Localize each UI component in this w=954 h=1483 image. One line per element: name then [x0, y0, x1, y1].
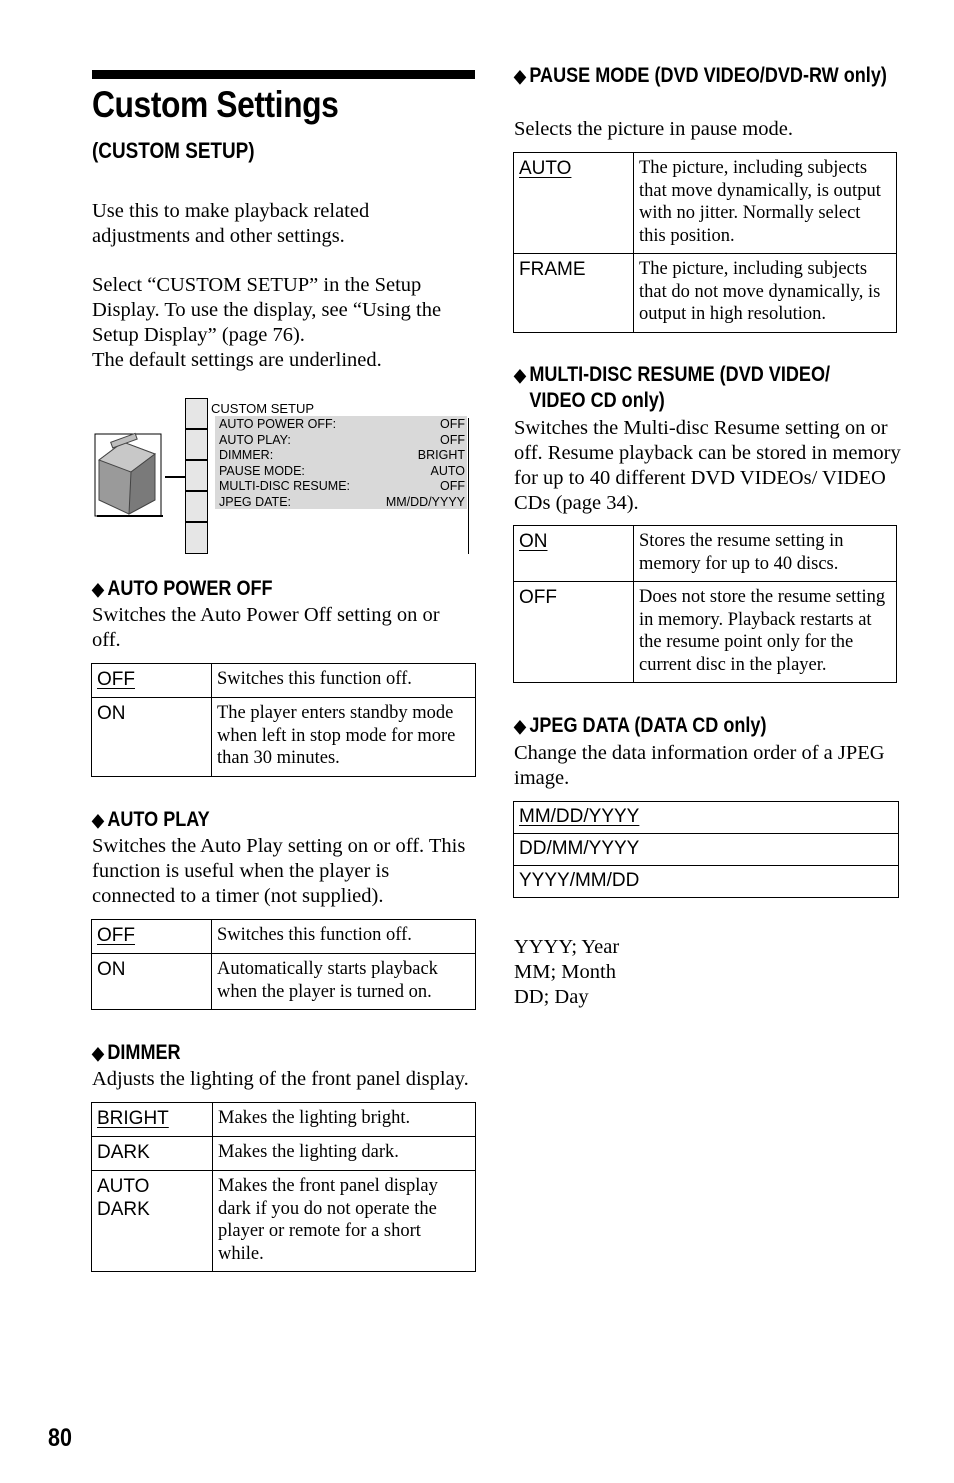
setup-row-auto-play[interactable] [219, 432, 465, 448]
option-key-text: MM/DD/YYYY [519, 806, 640, 827]
option-key-text: OFF [97, 925, 135, 946]
option-key: ON [92, 698, 212, 777]
option-row [514, 582, 897, 683]
option-row [92, 1171, 476, 1272]
setup-display-screen [185, 398, 469, 554]
diamond-bullet-icon: ◆ [514, 716, 526, 736]
screen-title: CUSTOM SETUP [211, 401, 315, 416]
option-desc: Automatically starts playback when the player is turned on. [212, 954, 476, 1010]
option-row [514, 526, 897, 582]
section-heading-dimmer [92, 1040, 181, 1066]
option-row [514, 802, 899, 834]
section-heading-multi-disc-resume [514, 362, 873, 414]
option-row [92, 954, 476, 1010]
section-heading-auto-play [92, 807, 210, 833]
section-desc-multi-disc-resume: Switches the Multi-disc Resume setting on or off. Resume playback can be stored in memory for up to 40 different DVD VIDEOs/ VIDEO CDs (page 34). [514, 417, 901, 514]
section-desc-auto-power-off: Switches the Auto Power Off setting on or off. [92, 604, 440, 651]
setup-row-dimmer[interactable] [219, 447, 465, 463]
options-table-multi-disc-resume [513, 525, 897, 683]
option-desc: Stores the resume setting in memory for up to 40 discs. [634, 526, 897, 582]
option-row [514, 153, 897, 254]
date-legend-year: YYYY; Year [514, 936, 620, 958]
setup-row-label: AUTO POWER OFF: [219, 417, 337, 431]
page-subtitle: (CUSTOM SETUP) [92, 138, 255, 163]
option-desc: Makes the lighting bright. [213, 1103, 476, 1137]
option-key [514, 802, 899, 834]
diamond-bullet-icon: ◆ [92, 579, 104, 599]
setup-row-jpeg-date[interactable] [219, 494, 465, 510]
diamond-bullet-icon: ◆ [92, 1043, 104, 1063]
section-desc-jpeg-data: Change the data information order of a JPEG image. [514, 742, 885, 789]
setup-items-panel [215, 416, 467, 509]
diamond-bullet-icon: ◆ [92, 810, 104, 830]
option-desc: Makes the front panel display dark if you do not operate the player or remote for a short while. [213, 1171, 476, 1272]
section-desc-pause-mode: Selects the picture in pause mode. [514, 118, 793, 140]
setup-tabs [185, 398, 208, 554]
option-desc: The player enters standby mode when left in stop mode for more than 30 minutes. [212, 698, 476, 777]
intro-paragraph-1: Use this to make playback related adjustments and other settings. [92, 200, 370, 247]
option-key: DARK [92, 1137, 213, 1171]
option-row [92, 1103, 476, 1137]
section-heading-text: PAUSE MODE (DVD VIDEO/DVD-RW only) [529, 64, 887, 87]
option-row [92, 1137, 476, 1171]
setup-row-value: AUTO [430, 463, 465, 478]
option-key: FRAME [514, 254, 634, 333]
option-key-text: AUTO [519, 158, 572, 179]
option-row [92, 698, 476, 777]
custom-setup-toolbox-icon [93, 430, 165, 518]
setup-row-label: AUTO PLAY: [219, 432, 291, 447]
diamond-bullet-icon: ◆ [514, 66, 526, 86]
options-table-auto-power-off [91, 663, 476, 777]
diamond-bullet-icon: ◆ [514, 365, 526, 385]
date-legend-day: DD; Day [514, 986, 589, 1008]
option-desc: Switches this function off. [212, 664, 476, 698]
options-table-jpeg-data [513, 801, 899, 898]
page-title: Custom Settings [92, 84, 339, 125]
setup-row-value: MM/DD/YYYY [385, 494, 465, 509]
option-row [514, 834, 899, 866]
screen-border [468, 418, 469, 554]
setup-tab[interactable] [186, 429, 208, 460]
option-row [514, 866, 899, 898]
setup-row-value: OFF [440, 479, 465, 493]
setup-tab[interactable] [186, 460, 208, 491]
option-key [514, 526, 634, 582]
section-heading-pause-mode [514, 63, 908, 89]
setup-tab[interactable] [186, 522, 208, 554]
setup-row-pause-mode[interactable] [219, 463, 465, 479]
setup-tab[interactable] [186, 398, 208, 429]
option-desc: Makes the lighting dark. [213, 1137, 476, 1171]
options-table-dimmer [91, 1102, 476, 1272]
section-heading-text: JPEG DATA (DATA CD only) [529, 714, 767, 737]
section-desc-auto-play: Switches the Auto Play setting on or off. This function is useful when the player is connected to a timer (not supplied). [92, 835, 466, 907]
option-key-text: AUTO DARK [97, 1176, 150, 1220]
option-key-text: BRIGHT [97, 1108, 169, 1129]
setup-row-value: OFF [440, 417, 465, 431]
option-desc: The picture, including subjects that move dynamically, is output with no jitter. Normally select this position. [634, 153, 897, 254]
setup-row-label: MULTI-DISC RESUME: [219, 479, 351, 493]
setup-row-auto-power-off[interactable] [219, 416, 465, 432]
setup-tab[interactable] [186, 491, 208, 522]
option-key [92, 1171, 213, 1272]
option-key: YYYY/MM/DD [514, 866, 899, 898]
option-key: ON [92, 954, 212, 1010]
option-key-text: OFF [97, 669, 135, 690]
setup-row-label: PAUSE MODE: [219, 463, 305, 478]
option-row [92, 920, 476, 954]
options-table-pause-mode [513, 152, 897, 333]
section-heading-text: AUTO PLAY [107, 808, 210, 831]
option-desc: Switches this function off. [212, 920, 476, 954]
setup-row-label: JPEG DATE: [219, 494, 292, 509]
option-key [92, 920, 212, 954]
setup-row-value: BRIGHT [417, 448, 465, 462]
section-heading-auto-power-off [92, 576, 273, 602]
intro-paragraph-3: The default settings are underlined. [92, 349, 382, 371]
setup-row-label: DIMMER: [219, 448, 274, 462]
option-key: OFF [514, 582, 634, 683]
section-heading-text: DIMMER [107, 1041, 181, 1064]
option-desc: The picture, including subjects that do not move dynamically, is output in high resolution. [634, 254, 897, 333]
option-key: DD/MM/YYYY [514, 834, 899, 866]
option-key [514, 153, 634, 254]
section-heading-jpeg-data [514, 713, 766, 739]
section-heading-text: AUTO POWER OFF [107, 577, 273, 600]
title-rule [92, 70, 475, 79]
option-desc: Does not store the resume setting in memory. Playback restarts at the resume point only for the current disc in the player. [634, 582, 897, 683]
intro-paragraph-2: Select “CUSTOM SETUP” in the Setup Display. To use the display, see “Using the Setup Display” (page 76). [92, 274, 442, 346]
section-heading-text: MULTI-DISC RESUME (DVD VIDEO/ VIDEO CD only) [529, 363, 831, 412]
option-row [514, 254, 897, 333]
option-row [92, 664, 476, 698]
date-legend-month: MM; Month [514, 961, 616, 983]
setup-row-multi-disc-resume[interactable] [219, 478, 465, 494]
options-table-auto-play [91, 919, 476, 1010]
section-desc-dimmer: Adjusts the lighting of the front panel display. [92, 1068, 469, 1090]
option-key [92, 1103, 213, 1137]
option-key-text: ON [519, 531, 548, 552]
option-key [92, 664, 212, 698]
setup-row-value: OFF [440, 432, 465, 447]
page-number: 80 [48, 1424, 72, 1452]
